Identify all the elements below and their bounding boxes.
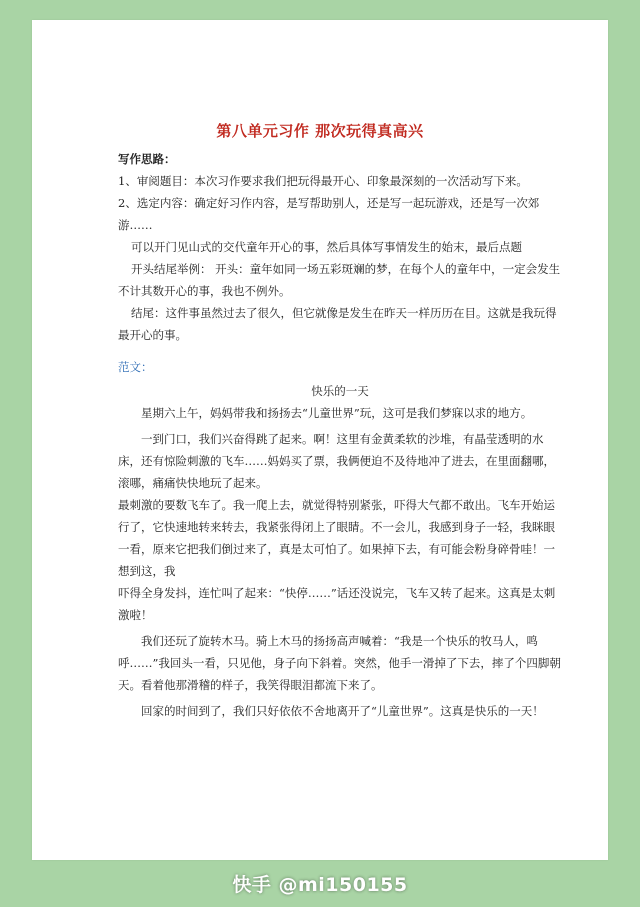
thinking-item-2: 2、选定内容：确定好习作内容，是写帮助别人，还是写一起玩游戏，还是写一次郊游…… bbox=[118, 196, 540, 232]
essay-paragraph-6: 回家的时间到了，我们只好依依不舍地离开了“儿童世界”。这真是快乐的一天！ bbox=[141, 704, 544, 718]
document-title: 第八单元习作 那次玩得真高兴 bbox=[216, 122, 424, 140]
essay-paragraph-3: 最刺激的要数飞车了。我一爬上去，就觉得特别紧张，吓得大气都不敢出。飞车开始运行了，它快速地转来转去，我紧张得闭上了眼睛。不一会儿，我感到身子一轻，我眯眼一看，原来它把我们倒过来了，真是太可怕了。如果掉下去，有可能会粉身碎骨哇！一想到这，我 bbox=[118, 498, 555, 578]
thinking-paragraph-3: 结尾：这件事虽然过去了很久，但它就像是发生在昨天一样历历在目。这就是我玩得最开心的事。 bbox=[118, 306, 557, 342]
thinking-paragraph-2: 开头结尾举例： 开头：童年如同一场五彩斑斓的梦，在每个人的童年中，一定会发生不计其数开心的事，我也不例外。 bbox=[118, 262, 561, 298]
essay-title: 快乐的一天 bbox=[311, 384, 369, 398]
essay-paragraph-4: 吓得全身发抖，连忙叫了起来：“快停……”话还没说完，飞车又转了起来。这真是太刺激啦！ bbox=[118, 586, 556, 622]
thinking-paragraph-1: 可以开门见山式的交代童年开心的事，然后具体写事情发生的始末，最后点题 bbox=[131, 240, 522, 254]
thinking-heading: 写作思路： bbox=[118, 152, 176, 166]
document-body bbox=[118, 148, 562, 722]
model-essay-label: 范文： bbox=[118, 360, 153, 374]
essay-paragraph-5: 我们还玩了旋转木马。骑上木马的扬扬高声喊着：“我是一个快乐的牧马人，鸣呼……”我回头一看，只见他，身子向下斜着。突然，他手一滑掉了下去，摔了个四脚朝天。看着他那滑稽的样子，我笑得眼泪都流下来了。 bbox=[118, 634, 561, 692]
document-page bbox=[32, 20, 608, 860]
thinking-item-1: 1、审阅题目：本次习作要求我们把玩得最开心、印象最深刻的一次活动写下来。 bbox=[118, 174, 528, 188]
essay-paragraph-2: 一到门口，我们兴奋得跳了起来。啊！这里有金黄柔软的沙堆，有晶莹透明的水床，还有惊险刺激的飞车……妈妈买了票，我俩便迫不及待地冲了进去，在里面翻哪，滚哪，痛痛快快地玩了起来。 bbox=[118, 432, 555, 490]
watermark: 快手 @mi150155 bbox=[232, 874, 408, 896]
essay-paragraph-1: 星期六上午，妈妈带我和扬扬去“儿童世界”玩，这可是我们梦寐以求的地方。 bbox=[141, 406, 533, 420]
